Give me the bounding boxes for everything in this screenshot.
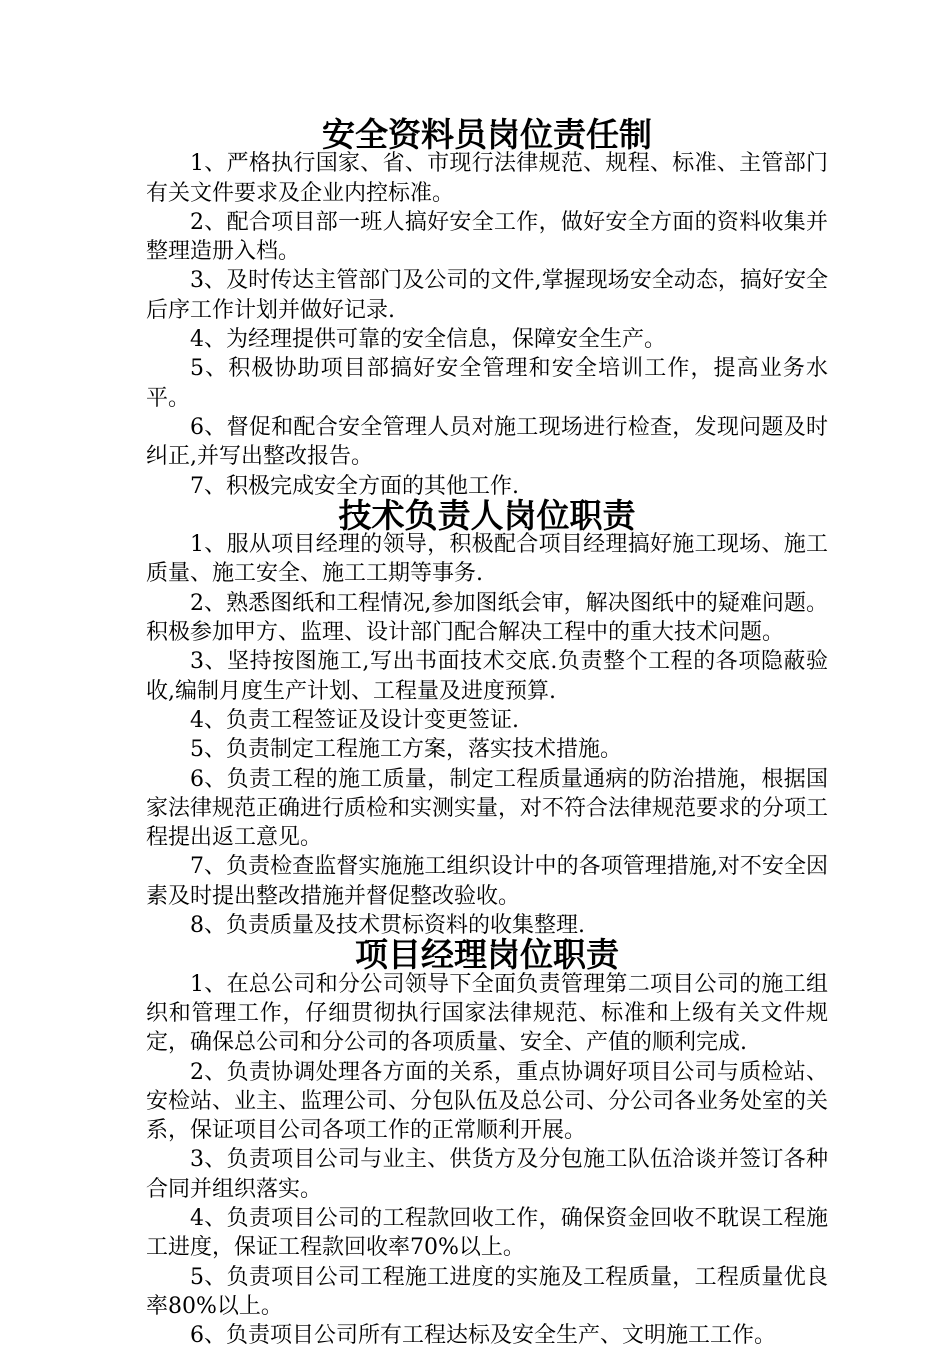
paragraph: 7、负责检查监督实施施工组织设计中的各项管理措施,对不安全因素及时提出整改措施并督促整改验收。 xyxy=(146,854,828,909)
paragraph: 6、督促和配合安全管理人员对施工现场进行检查，发现问题及时纠正,并写出整改报告。 xyxy=(146,414,828,470)
paragraph: 3、及时传达主管部门及公司的文件,掌握现场安全动态，搞好安全后序工作计划并做好记录. xyxy=(146,268,828,323)
paragraph: 4、为经理提供可靠的安全信息，保障安全生产。 xyxy=(190,327,666,353)
paragraph: 5、负责项目公司工程施工进度的实施及工程质量，工程质量优良率80%以上。 xyxy=(146,1264,828,1319)
paragraph: 7、积极完成安全方面的其他工作. xyxy=(190,473,519,499)
section-title: 项目经理岗位职责 xyxy=(355,935,619,975)
paragraph: 2、熟悉图纸和工程情况,参加图纸会审，解决图纸中的疑难问题。积极参加甲方、监理、设计部门配合解决工程中的重大技术问题。 xyxy=(146,590,828,646)
paragraph: 3、坚持按图施工,写出书面技术交底.负责整个工程的各项隐蔽验收,编制月度生产计划、工程量及进度预算. xyxy=(146,649,828,704)
section-title: 技术负责人岗位职责 xyxy=(338,495,636,535)
paragraph: 8、负责质量及技术贯标资料的收集整理. xyxy=(190,913,585,939)
paragraph: 1、严格执行国家、省、市现行法律规范、规程、标准、主管部门有关文件要求及企业内控标准。 xyxy=(146,151,828,206)
paragraph: 4、负责工程签证及设计变更签证. xyxy=(190,707,519,733)
paragraph: 5、负责制定工程施工方案，落实技术措施。 xyxy=(190,737,622,763)
document-page xyxy=(146,115,829,1350)
section-title: 安全资料员岗位责任制 xyxy=(322,115,652,154)
paragraph: 1、在总公司和分公司领导下全面负责管理第二项目公司的施工组织和管理工作，仔细贯彻执行国家法律规范、标准和上级有关文件规定，确保总公司和分公司的各项质量、安全、产值的顺利完成. xyxy=(146,971,828,1056)
paragraph: 4、负责项目公司的工程款回收工作，确保资金回收不耽误工程施工进度，保证工程款回收率70%以上。 xyxy=(146,1205,828,1261)
paragraph: 6、负责工程的施工质量，制定工程质量通病的防治措施，根据国家法律规范正确进行质检和实测实量，对不符合法律规范要求的分项工程提出返工意见。 xyxy=(146,766,829,851)
section-technical-lead xyxy=(146,495,829,940)
paragraph: 6、负责项目公司所有工程达标及安全生产、文明施工工作。 xyxy=(190,1323,776,1349)
section-project-manager xyxy=(146,935,829,1350)
section-safety-data-clerk xyxy=(146,115,828,501)
paragraph: 3、负责项目公司与业主、供货方及分包施工队伍洽谈并签订各种合同并组织落实。 xyxy=(146,1147,828,1202)
paragraph: 5、积极协助项目部搞好安全管理和安全培训工作，提高业务水平。 xyxy=(146,356,828,411)
paragraph: 1、服从项目经理的领导，积极配合项目经理搞好施工现场、施工质量、施工安全、施工工期等事务. xyxy=(146,532,828,587)
paragraph: 2、负责协调处理各方面的关系，重点协调好项目公司与质检站、安检站、业主、监理公司、分包队伍及总公司、分公司各业务处室的关系，保证项目公司各项工作的正常顺利开展。 xyxy=(146,1059,829,1144)
paragraph: 2、配合项目部一班人搞好安全工作，做好安全方面的资料收集并整理造册入档。 xyxy=(146,209,828,265)
